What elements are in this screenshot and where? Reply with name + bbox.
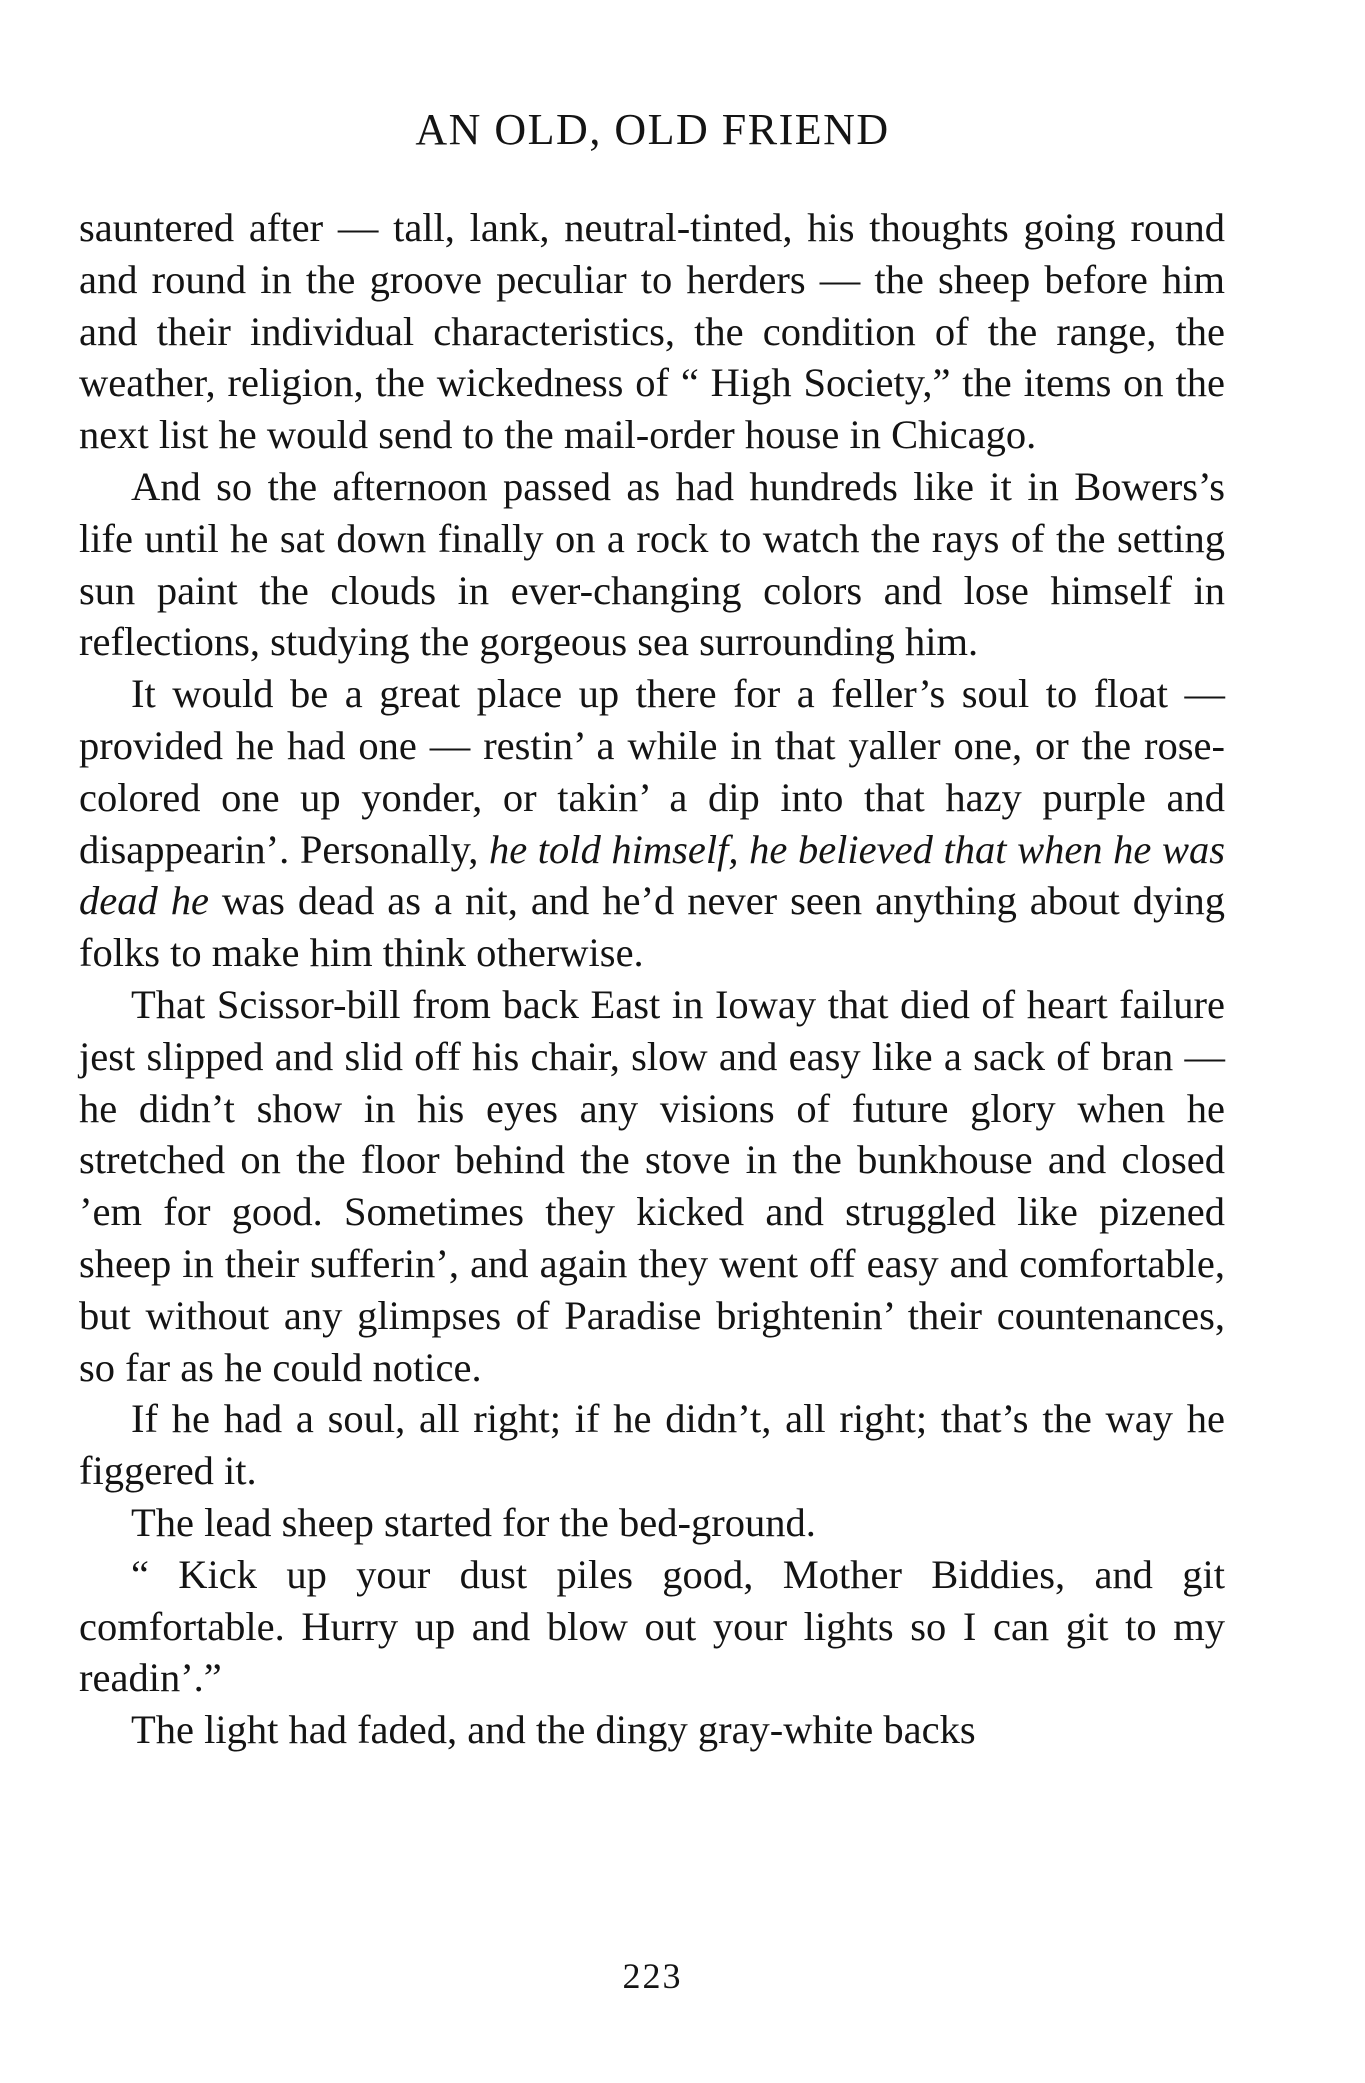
paragraph-continued: sauntered after — tall, lank, neutral-tinted, his thoughts going round and round in the groove peculiar to herders — the sheep before him and their individual characteristics, the condition of the range, the weather, religion, the wickedness of “ High Society,” the items on the next list he would send to the mail-order house in Chicago.: [79, 205, 1225, 458]
paragraph-scissor-bill: That Scissor-bill from back East in Ioway that died of heart failure jest slipped and slid off his chair, slow and easy like a sack of bran — he didn’t show in his eyes any visions of future glory when he stretched on the floor behind the stove in the bunkhouse and closed ’em for good. Sometimes they kicked and struggled like pizened sheep in their sufferin’, and again they went off easy and comfortable, but without any glimpses of Paradise brightenin’ their countenances, so far as he could notice.: [79, 981, 1225, 1390]
paragraph-dialogue: “ Kick up your dust piles good, Mother Biddies, and git comfortable. Hurry up and blow out your lights so I can git to my readin’.”: [79, 1551, 1225, 1701]
italic-phrase: he told himself, he believed that when he was dead he: [79, 826, 1226, 924]
paragraph-lead-sheep: The lead sheep started for the bed-ground.: [131, 1499, 816, 1545]
paragraph-light-faded: The light had faded, and the dingy gray-white backs: [131, 1707, 976, 1753]
paragraph-afternoon: And so the afternoon passed as had hundreds like it in Bowers’s life until he sat down finally on a rock to watch the rays of the setting sun paint the clouds in ever-changing colors and lose himself in reflections, studying the gorgeous sea surrounding him.: [79, 463, 1225, 665]
paragraph-soul-float-start: It would be a great place up there for a feller’s soul to float — provided he had one — restin’ a while in that yaller one, or the rose-colored one up yonder, or takin’ a dip into that hazy purple and disappearin’. Personally,: [79, 671, 1225, 872]
page-number: 223: [622, 1956, 683, 1996]
body-text: [79, 202, 1225, 1756]
running-head: AN OLD, OLD FRIEND: [415, 105, 890, 154]
paragraph-soul-float-end: was dead as a nit, and he’d never seen anything about dying folks to make him think otherwise.: [79, 878, 1225, 976]
paragraph-soul-float: [79, 668, 1225, 979]
paragraph-if-soul: If he had a soul, all right; if he didn’t, all right; that’s the way he figgered it.: [79, 1396, 1225, 1494]
